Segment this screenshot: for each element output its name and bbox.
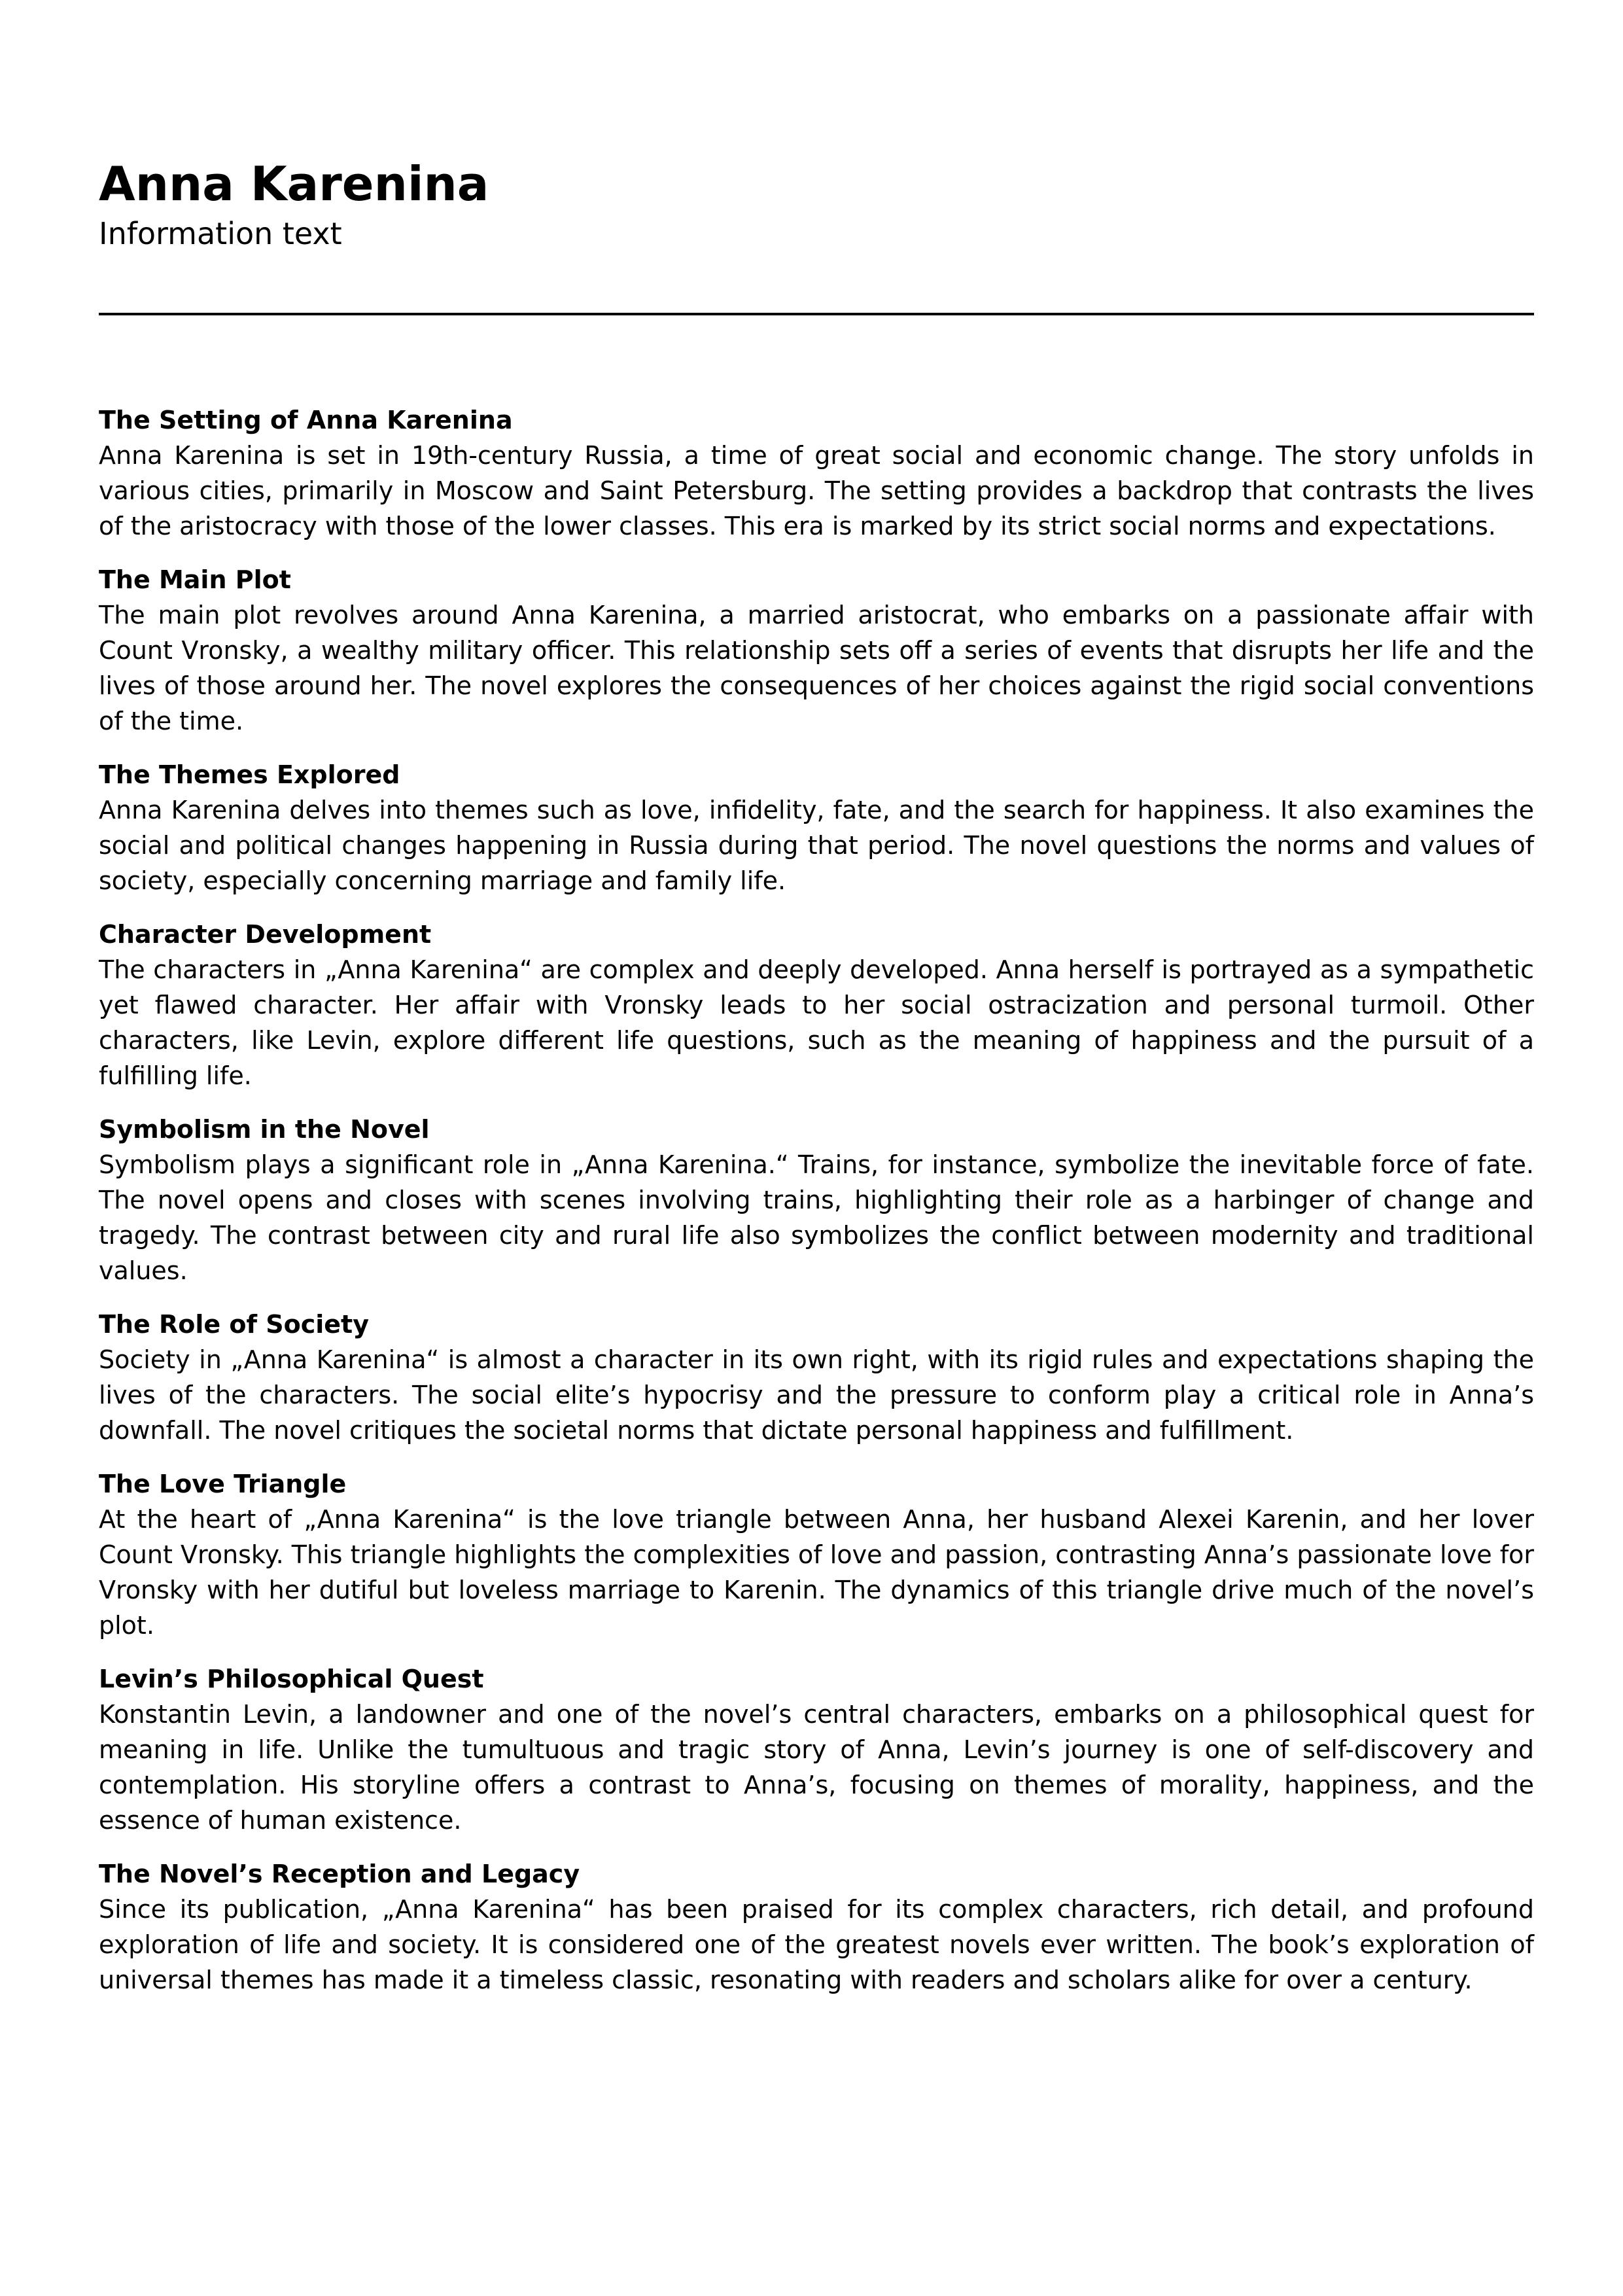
section-body: At the heart of „Anna Karenina“ is the love triangle between Anna, her husband Alexei Karenin, and her lover Count Vronsky. This triangle highlights the complexities of love and passion, contrasting Anna’s passionate love for Vronsky with her dutiful but loveless marriage to Karenin. The dynamics of this triangle drive much of the novel’s plot.	[99, 1505, 1534, 1640]
section-reception-legacy	[99, 1856, 1534, 1998]
section-body: The main plot revolves around Anna Karenina, a married aristocrat, who embarks on a passionate affair with Count Vronsky, a wealthy military officer. This relationship sets off a series of events that disrupts her life and the lives of those around her. The novel explores the consequences of her choices against the rigid social conventions of the time.	[99, 601, 1534, 735]
section-body: Anna Karenina delves into themes such as love, infidelity, fate, and the search for happiness. It also examines the social and political changes happening in Russia during that period. The novel questions the norms and values of society, especially concerning marriage and family life.	[99, 796, 1534, 895]
sections-container	[99, 402, 1534, 2016]
section-heading: The Role of Society	[99, 1310, 369, 1339]
section-themes	[99, 757, 1534, 898]
section-heading: Symbolism in the Novel	[99, 1115, 430, 1144]
section-character-development	[99, 917, 1534, 1093]
section-body: Symbolism plays a significant role in „Anna Karenina.“ Trains, for instance, symbolize the inevitable force of fate. The novel opens and closes with scenes involving trains, highlighting their role as a harbinger of change and tragedy. The contrast between city and rural life also symbolizes the conflict between modernity and traditional values.	[99, 1150, 1534, 1285]
document-subtitle: Information text	[99, 216, 342, 251]
document-title: Anna Karenina	[99, 156, 489, 211]
section-role-of-society	[99, 1307, 1534, 1448]
section-main-plot	[99, 562, 1534, 739]
section-heading: The Main Plot	[99, 565, 291, 594]
section-heading: Character Development	[99, 920, 432, 949]
section-heading: The Themes Explored	[99, 760, 400, 789]
section-heading: The Love Triangle	[99, 1470, 347, 1498]
section-levins-quest	[99, 1661, 1534, 1838]
section-love-triangle	[99, 1466, 1534, 1643]
section-body: Konstantin Levin, a landowner and one of the novel’s central characters, embarks on a philosophical quest for meaning in life. Unlike the tumultuous and tragic story of Anna, Levin’s journey is one of self-discovery and contemplation. His storyline offers a contrast to Anna’s, focusing on themes of morality, happiness, and the essence of human existence.	[99, 1700, 1534, 1835]
section-symbolism	[99, 1112, 1534, 1288]
section-heading: The Novel’s Reception and Legacy	[99, 1860, 580, 1888]
section-setting	[99, 402, 1534, 544]
section-heading: Levin’s Philosophical Quest	[99, 1665, 484, 1693]
section-heading: The Setting of Anna Karenina	[99, 406, 513, 434]
section-body: Anna Karenina is set in 19th-century Russia, a time of great social and economic change. The story unfolds in various cities, primarily in Moscow and Saint Petersburg. The setting provides a backdrop that contrasts the lives of the aristocracy with those of the lower classes. This era is marked by its strict social norms and expectations.	[99, 441, 1534, 540]
section-body: Society in „Anna Karenina“ is almost a character in its own right, with its rigid rules and expectations shaping the lives of the characters. The social elite’s hypocrisy and the pressure to conform play a critical role in Anna’s downfall. The novel critiques the societal norms that dictate personal happiness and fulfillment.	[99, 1345, 1534, 1445]
section-body: The characters in „Anna Karenina“ are complex and deeply developed. Anna herself is portrayed as a sympathetic yet flawed character. Her affair with Vronsky leads to her social ostracization and personal turmoil. Other characters, like Levin, explore different life questions, such as the meaning of happiness and the pursuit of a fulfilling life.	[99, 955, 1534, 1090]
title-divider	[99, 313, 1534, 315]
section-body: Since its publication, „Anna Karenina“ has been praised for its complex characters, rich detail, and profound exploration of life and society. It is considered one of the greatest novels ever written. The book’s exploration of universal themes has made it a timeless classic, resonating with readers and scholars alike for over a century.	[99, 1895, 1534, 1994]
